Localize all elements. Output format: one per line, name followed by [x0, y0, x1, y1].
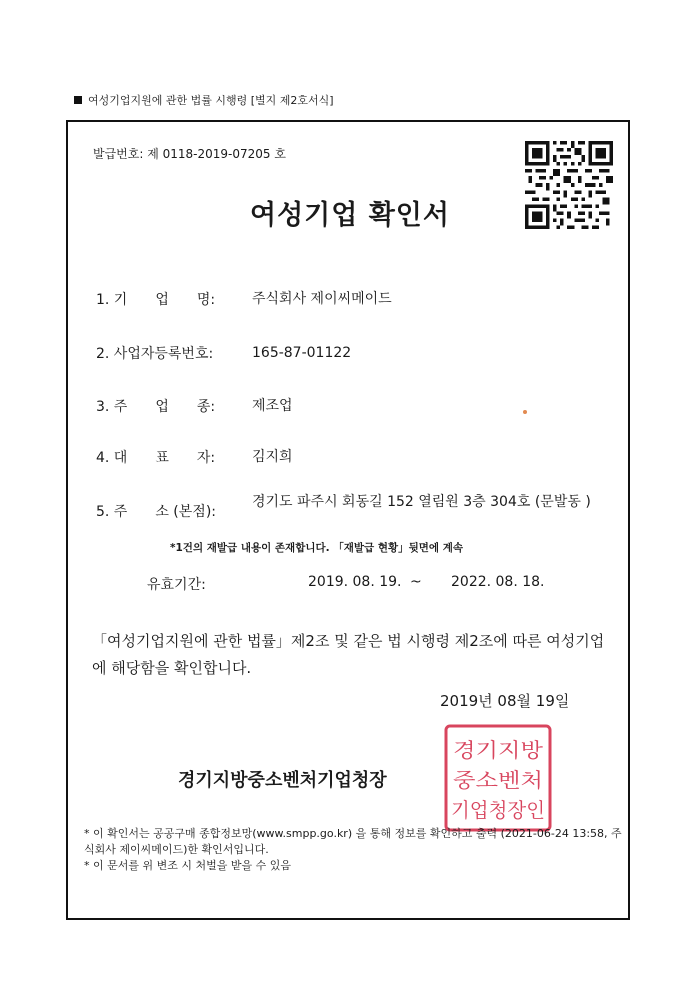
issuer-name: 경기지방중소벤처기업청장: [178, 770, 387, 791]
seal-line-2: 중소벤처: [453, 768, 543, 792]
footnote-item: * 이 문서를 위 변조 시 처벌을 받을 수 있음: [84, 859, 291, 872]
scan-speck: [523, 410, 527, 414]
field-value: 주식회사 제이씨메이드: [252, 291, 392, 307]
field-label: 3. 주 업 종:: [96, 399, 216, 415]
validity-end-date: 2022. 08. 18.: [451, 574, 545, 590]
field-label: 4. 대 표 자:: [96, 450, 216, 466]
validity-label: 유효기간:: [147, 577, 206, 593]
seal-line-1: 경기지방: [453, 738, 544, 762]
field-value: 김지희: [252, 449, 293, 465]
square-bullet-icon: [74, 96, 82, 104]
seal-line-3: 기업청장인: [451, 798, 545, 822]
issue-date: 2019년 08월 19일: [440, 692, 570, 710]
field-value: 경기도 파주시 회동길 152 열림원 3층 304호 (문발동 ): [252, 494, 591, 510]
field-label: 2. 사업자등록번호:: [96, 346, 214, 362]
document-title: 여성기업 확인서: [250, 200, 450, 231]
reissue-note: *1건의 재발급 내용이 존재합니다. 「재발급 현황」뒷면에 계속: [170, 542, 464, 554]
footnote-item: * 이 확인서는 공공구매 종합정보망(www.smpp.go.kr) 을 통해 정보를 확인하고 출력 (2021-06-24 13:58, 주식회사 제이씨메이드)한 확인서입니다.: [84, 827, 622, 856]
form-note-text: 여성기업지원에 관한 법률 시행령 [별지 제2호서식]: [88, 94, 334, 107]
validity-start-date: 2019. 08. 19.: [308, 574, 402, 590]
field-label: 5. 주 소 (본점):: [96, 504, 216, 520]
issue-number: 발급번호: 제 0118-2019-07205 호: [93, 147, 286, 161]
confirmation-text: 「여성기업지원에 관한 법률」제2조 및 같은 법 시행령 제2조에 따른 여성기업에 해당함을 확인합니다.: [92, 632, 605, 677]
field-value: 제조업: [252, 398, 293, 414]
field-label: 1. 기 업 명:: [96, 292, 216, 308]
official-seal: [443, 723, 553, 833]
field-value: 165-87-01122: [252, 345, 352, 361]
validity-separator: ~: [410, 574, 422, 590]
footnotes: [84, 826, 624, 874]
form-note: [74, 92, 334, 108]
